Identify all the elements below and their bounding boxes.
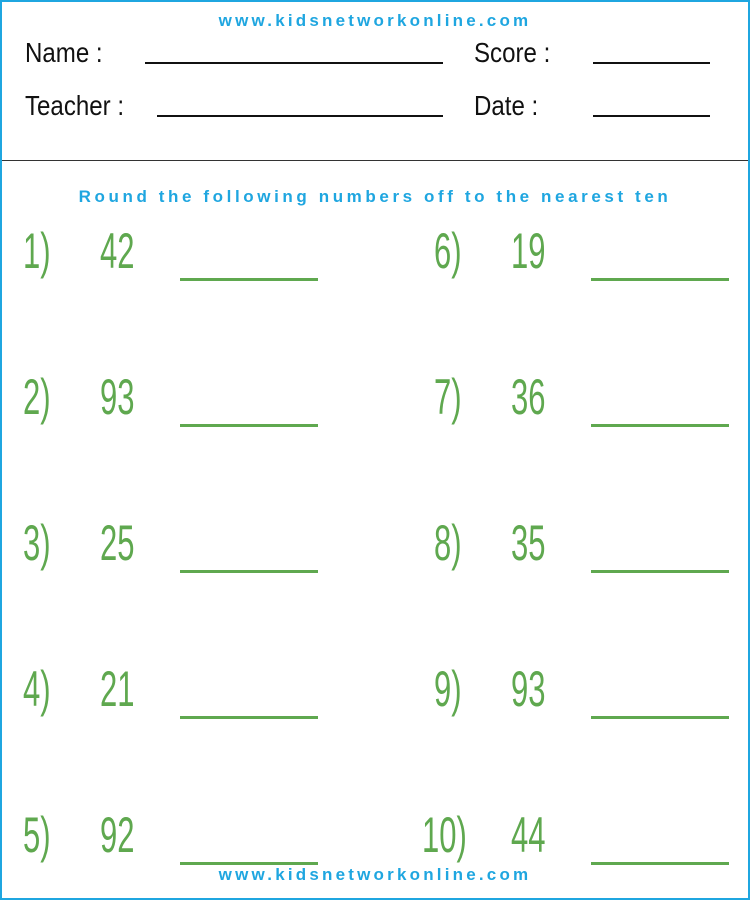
answer-line (591, 424, 729, 427)
problem-item (434, 223, 750, 296)
problem-value: 25 (100, 515, 135, 571)
answer-line (180, 716, 318, 719)
problem-number: 5) (23, 807, 51, 863)
score-answer-line (593, 62, 710, 64)
problem-number: 9) (434, 661, 462, 717)
name-answer-line (145, 62, 443, 64)
name-label: Name : (25, 37, 103, 68)
problem-value: 35 (511, 515, 546, 571)
problem-value: 42 (100, 223, 135, 279)
teacher-answer-line (157, 115, 443, 117)
instructions-text: Round the following numbers off to the nearest ten (78, 187, 672, 206)
answer-line (591, 570, 729, 573)
site-url-top: www.kidsnetworkonline.com (218, 11, 532, 30)
problem-number: 1) (23, 223, 51, 279)
problem-item (434, 369, 750, 442)
problem-value: 19 (511, 223, 546, 279)
site-url-bottom: www.kidsnetworkonline.com (218, 865, 532, 884)
problem-item (434, 515, 750, 588)
problem-number: 3) (23, 515, 51, 571)
problem-value: 21 (100, 661, 135, 717)
problem-value: 93 (511, 661, 546, 717)
problem-value: 44 (511, 807, 546, 863)
problem-number: 6) (434, 223, 462, 279)
problem-item (23, 661, 363, 734)
problem-value: 36 (511, 369, 546, 425)
answer-line (180, 278, 318, 281)
problem-number: 8) (434, 515, 462, 571)
score-label: Score : (474, 37, 551, 68)
problem-item (434, 661, 750, 734)
problem-item (23, 369, 363, 442)
problem-value: 92 (100, 807, 135, 863)
teacher-label: Teacher : (25, 90, 125, 121)
problem-item (23, 515, 363, 588)
header-divider (2, 160, 748, 161)
date-answer-line (593, 115, 710, 117)
problem-number: 4) (23, 661, 51, 717)
answer-line (591, 278, 729, 281)
problem-item (23, 223, 363, 296)
answer-line (591, 716, 729, 719)
answer-line (180, 424, 318, 427)
answer-line (180, 570, 318, 573)
problem-number: 2) (23, 369, 51, 425)
date-label: Date : (474, 90, 539, 121)
problem-number: 7) (434, 369, 462, 425)
problem-value: 93 (100, 369, 135, 425)
problem-number: 10) (422, 807, 467, 863)
